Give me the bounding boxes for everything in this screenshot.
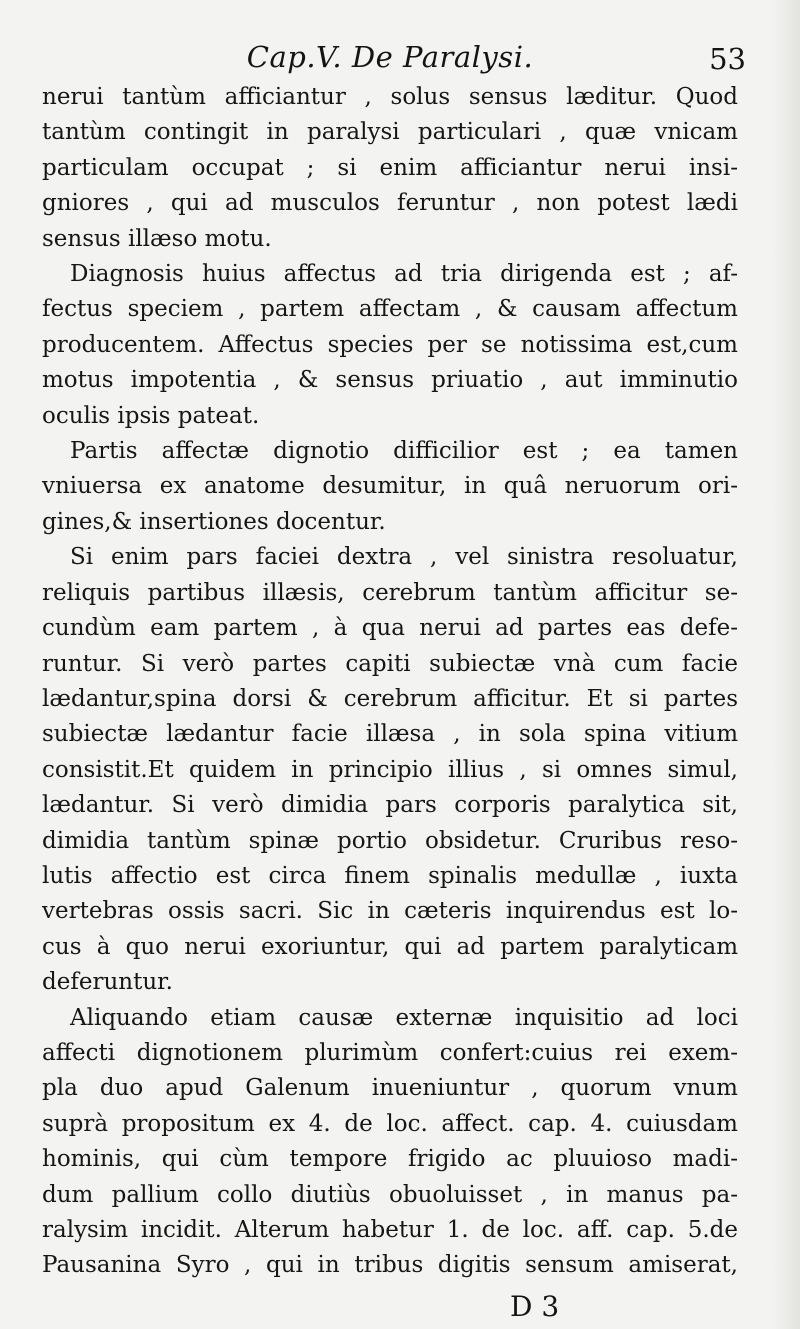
text-line: lædantur,spina dorsi & cerebrum afficitur. Et si partes — [42, 685, 738, 712]
text-line: consistit.Et quidem in principio illius , si omnes simul, — [42, 756, 738, 783]
text-line: Diagnosis huius affectus ad tria dirigenda est ; af- — [70, 261, 738, 288]
text-line: pla duo apud Galenum inueniuntur , quorum vnum — [42, 1075, 738, 1102]
text-line: lutis affectio est circa finem spinalis medullæ , iuxta — [42, 862, 738, 889]
text-line: hominis, qui cùm tempore frigido ac pluuioso madi- — [42, 1146, 738, 1173]
text-line: particulam occupat ; si enim afficiantur nerui insi- — [42, 154, 738, 181]
text-line: dimidia tantùm spinæ portio obsidetur. Cruribus reso- — [42, 827, 738, 854]
text-line: tantùm contingit in paralysi particulari , quæ vnicam — [42, 119, 738, 146]
page-edge-shadow — [772, 0, 800, 1329]
chapter-title: Cap.V. De Paralysi. — [246, 40, 534, 74]
text-line: affecti dignotionem plurimùm confert:cuius rei exem- — [42, 1039, 738, 1066]
text-line: oculis ipsis pateat. — [42, 402, 260, 429]
text-line: ralysim incidit. Alterum habetur 1. de loc. aff. cap. 5.de — [42, 1217, 738, 1243]
text-line: lædantur. Si verò dimidia pars corporis paralytica sit, — [42, 792, 738, 819]
text-line: cus à quo nerui exoriuntur, qui ad partem paralyticam — [42, 933, 738, 960]
text-line: runtur. Si verò partes capiti subiectæ vnà cum facie — [42, 650, 738, 677]
text-line: cundùm eam partem , à qua nerui ad partes eas defe- — [42, 615, 738, 642]
running-head — [40, 40, 746, 84]
text-line: vniuersa ex anatome desumitur, in quâ neruorum ori- — [42, 473, 738, 500]
text-line: reliquis partibus illæsis, cerebrum tantùm afficitur se- — [42, 579, 738, 606]
page-number: 53 — [709, 42, 746, 76]
text-line: fectus speciem , partem affectam , & causam affectum — [42, 296, 738, 323]
text-line: sensus illæso motu. — [42, 225, 272, 252]
body-text — [42, 80, 738, 1284]
text-line: subiectæ lædantur facie illæsa , in sola spina vitium — [42, 721, 738, 748]
text-line: vertebras ossis sacri. Sic in cæteris inquirendus est lo- — [42, 898, 738, 925]
text-line: gines,& insertiones docentur. — [42, 508, 386, 535]
text-line: Pausanina Syro , qui in tribus digitis sensum amiserat, — [42, 1252, 738, 1279]
text-line: motus impotentia , & sensus priuatio , aut imminutio — [42, 367, 738, 394]
text-line: gniores , qui ad musculos feruntur , non potest lædi — [42, 190, 738, 217]
text-line: Aliquando etiam causæ externæ inquisitio ad loci — [70, 1004, 738, 1031]
text-line: deferuntur. — [42, 969, 173, 996]
text-line: suprà propositum ex 4. de loc. affect. cap. 4. cuiusdam — [42, 1110, 738, 1137]
signature-mark: D 3 — [510, 1290, 560, 1323]
text-line: Si enim pars faciei dextra , vel sinistra resoluatur, — [70, 544, 738, 571]
text-line: Partis affectæ dignotio difficilior est ; ea tamen — [70, 438, 738, 465]
text-line: dum pallium collo diutiùs obuoluisset , in manus pa- — [42, 1181, 738, 1208]
text-line: producentem. Affectus species per se notissima est,cum — [42, 331, 738, 358]
text-line: nerui tantùm afficiantur , solus sensus læditur. Quod — [42, 84, 738, 110]
